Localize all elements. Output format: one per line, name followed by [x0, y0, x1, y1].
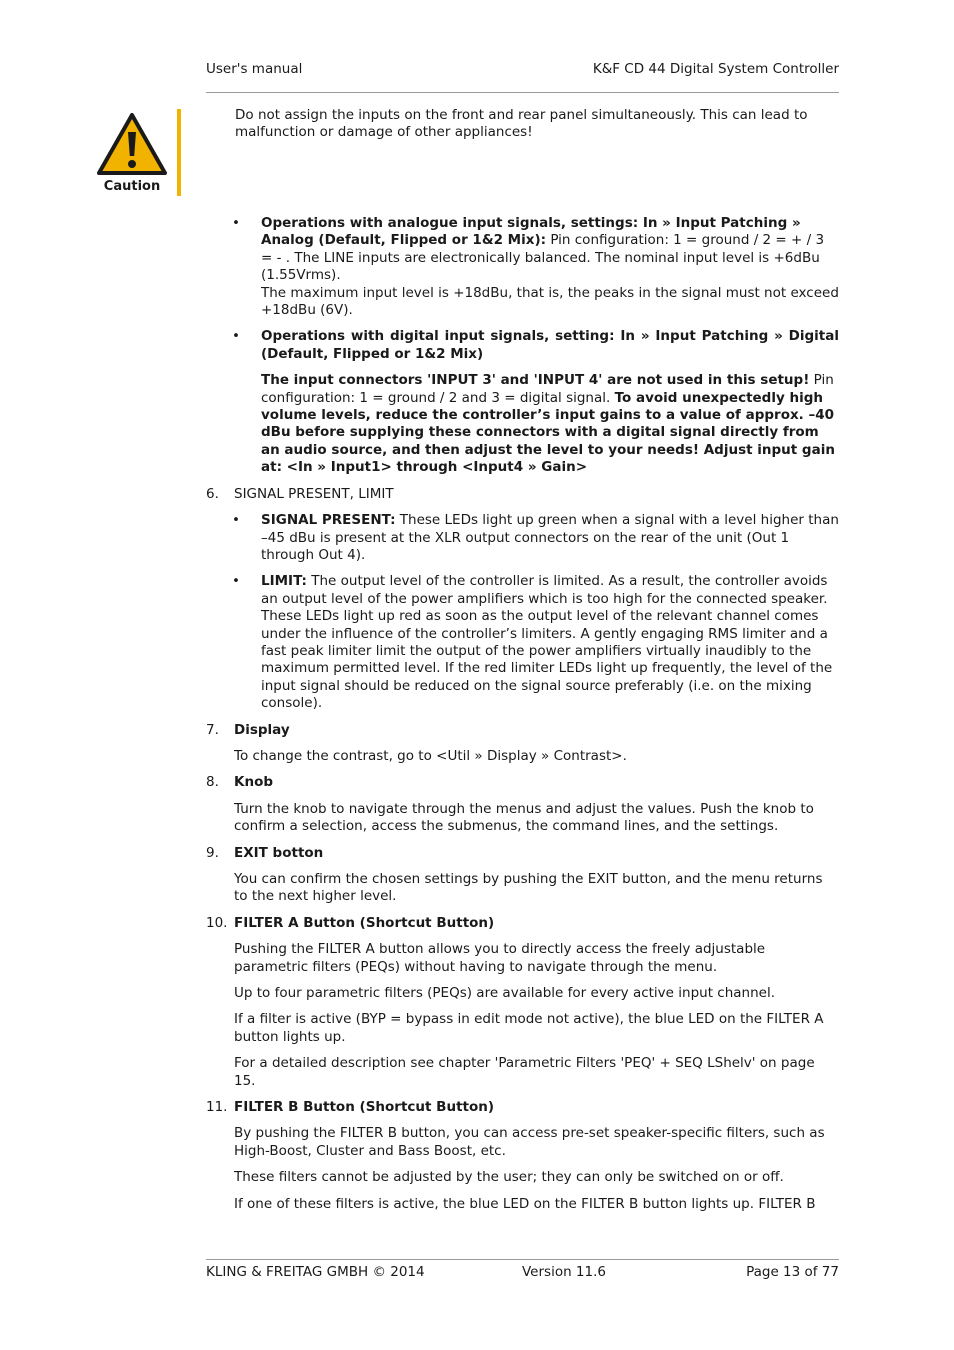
item-paragraph: These filters cannot be adjusted by the user; they can only be switched on or off.	[234, 1169, 784, 1186]
bullet-body: The output level of the controller is limited. As a result, the controller avoids an output level of the power amplifiers which is too high for the connected speaker. These LEDs light up red as soon as the output level of the relevant channel comes under the influence of the controller’s limiters. A gently engaging RMS limiter and a fast peak limiter limit the output of the power amplifiers virtually inaudibly to the maximum permitted level. If the red limiter LEDs light up frequently, the level of the input signal should be reduced on the signal source preferably (i.e. on the mixing console).	[261, 573, 833, 712]
item-number: 11.	[206, 1099, 228, 1116]
bullet-analogue-inputs	[206, 215, 839, 319]
bullet-warning-2: To avoid unexpectedly high volume levels, reduce the controller’s input gains to a value of approx. –40 dBu before supplying these connectors with a digital signal directly from an audio source, and then adjust the level to your needs! Adjust input gain at: <In » Input1> through <Input4 » Gain>	[261, 389, 835, 476]
bullet-text	[261, 512, 839, 564]
item-title: FILTER B Button (Shortcut Button)	[234, 1099, 495, 1116]
item-title: SIGNAL PRESENT, LIMIT	[234, 485, 394, 502]
bullet-heading: LIMIT:	[261, 573, 307, 590]
list-item-9	[206, 845, 839, 862]
item-paragraph: If a filter is active (BYP = bypass in edit mode not active), the blue LED on the FILTER A button lights up.	[234, 1011, 824, 1045]
footer-copyright: KLING & FREITAG GMBH © 2014	[206, 1264, 425, 1280]
footer-version: Version 11.6	[522, 1264, 606, 1280]
bullet-digital-inputs	[206, 328, 839, 476]
item-paragraph: Turn the knob to navigate through the menus and adjust the values. Push the knob to confirm a selection, access the submenus, the command lines, and the settings.	[234, 800, 814, 835]
bullet-body: These LEDs light up green when a signal with a level higher than –45 dBu is present at the XLR output connectors on the rear of the unit (Out 1 through Out 4).	[261, 512, 839, 563]
footer-divider	[206, 1259, 839, 1260]
caution-text: Do not assign the inputs on the front and rear panel simultaneously. This can lead to malfunction or damage of other appliances!	[235, 107, 808, 141]
bullet-text	[261, 215, 839, 285]
item-title: EXIT botton	[234, 844, 324, 861]
footer-page-number: Page 13 of 77	[746, 1264, 839, 1280]
bullet-body: Pin configuration: 1 = ground / 2 = + / 3 = - . The LINE inputs are electronically balanced. The nominal input level is +6dBu (1.55Vrms).	[261, 232, 825, 284]
item-title: Display	[234, 721, 290, 738]
bullet-body	[261, 372, 839, 476]
item-paragraph: Pushing the FILTER A button allows you to directly access the freely adjustable parametric filters (PEQs) without having to navigate through the menu.	[234, 941, 766, 975]
bullet-heading: Operations with analogue input signals, settings: In » Input Patching » Analog (Default, Flipped or 1&2 Mix):	[261, 215, 801, 249]
bullet-warning-1: The input connectors 'INPUT 3' and 'INPUT 4' are not used in this setup!	[261, 372, 810, 389]
page-header	[206, 61, 839, 81]
item-paragraph: Up to four parametric filters (PEQs) are available for every active input channel.	[234, 985, 775, 1002]
list-item-7	[206, 722, 839, 739]
list-item-8	[206, 774, 839, 791]
item-paragraph: If one of these filters is active, the blue LED on the FILTER B button lights up. FILTER B	[234, 1195, 816, 1212]
list-item-10	[206, 915, 839, 932]
main-content	[206, 215, 839, 1222]
bullet-marker: •	[232, 328, 240, 345]
warning-triangle-icon	[96, 112, 168, 176]
list-item-6	[206, 486, 839, 503]
item-number: 9.	[206, 844, 219, 861]
list-item-11	[206, 1099, 839, 1116]
item-title: Knob	[234, 774, 274, 791]
bullet-marker: •	[232, 573, 240, 590]
item-number: 7.	[206, 721, 219, 738]
header-manual-title: User's manual	[206, 61, 303, 77]
bullet-body-continued: The maximum input level is +18dBu, that is, the peaks in the signal must not exceed +18dBu (6V).	[261, 284, 839, 319]
bullet-limit	[206, 573, 839, 712]
bullet-text	[261, 573, 839, 712]
bullet-heading-text: Operations with digital input signals, setting: In » Input Patching » Digital (Default, Flipped or 1&2 Mix)	[261, 328, 839, 362]
bullet-heading: SIGNAL PRESENT:	[261, 512, 396, 529]
header-divider	[206, 92, 839, 93]
bullet-heading	[261, 328, 839, 363]
bullet-signal-present	[206, 512, 839, 564]
header-product-title: K&F CD 44 Digital System Controller	[592, 61, 839, 77]
page-footer	[206, 1264, 839, 1284]
item-number: 6.	[206, 485, 219, 502]
item-title: FILTER A Button (Shortcut Button)	[234, 914, 495, 931]
bullet-marker: •	[232, 512, 240, 529]
item-number: 8.	[206, 774, 219, 791]
item-paragraph: You can confirm the chosen settings by pushing the EXIT button, and the menu returns to the next higher level.	[234, 871, 823, 905]
caution-bar	[177, 109, 181, 196]
item-number: 10.	[206, 914, 228, 931]
item-paragraph: For a detailed description see chapter 'Parametric Filters 'PEQ' + SEQ LShelv' on page 15.	[234, 1055, 815, 1089]
bullet-pin-config: Pin configuration: 1 = ground / 2 and 3 = digital signal.	[261, 372, 834, 406]
caution-label: Caution	[103, 179, 161, 194]
bullet-marker: •	[232, 215, 240, 231]
item-paragraph: By pushing the FILTER B button, you can access pre-set speaker-specific filters, such as High-Boost, Cluster and Bass Boost, etc.	[234, 1125, 825, 1159]
item-paragraph: To change the contrast, go to <Util » Display » Contrast>.	[234, 747, 627, 764]
